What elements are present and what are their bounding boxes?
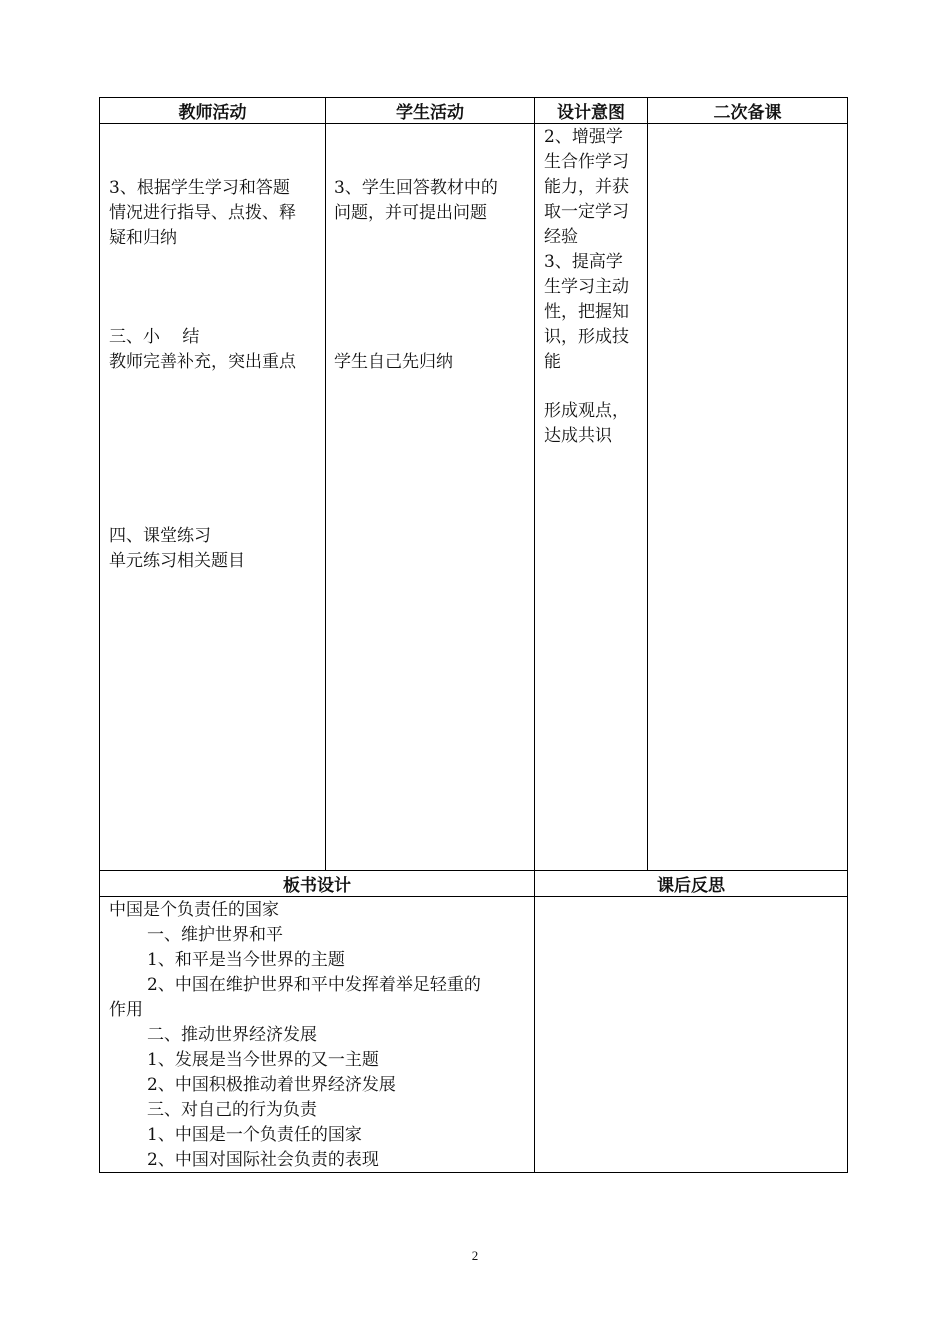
board-line: 2、中国对国际社会负责的表现 <box>147 1150 379 1170</box>
board-title-line: 中国是个负责任的国家 <box>109 900 279 920</box>
board-line: 一、维护世界和平 <box>147 925 283 945</box>
intent-line: 2、增强学 <box>544 127 623 147</box>
teacher-line: 单元练习相关题目 <box>109 551 245 571</box>
header-teacher-activity: 教师活动 <box>100 98 326 124</box>
student-line: 3、学生回答教材中的 <box>334 178 498 198</box>
intent-line: 性，把握知 <box>544 302 629 322</box>
teacher-section-heading: 四、课堂练习 <box>109 526 211 546</box>
board-design-header: 板书设计 <box>100 871 535 897</box>
teacher-line: 情况进行指导、点拨、释 <box>109 203 296 223</box>
teacher-activity-cell <box>100 124 326 871</box>
header-student-activity: 学生活动 <box>326 98 535 124</box>
board-line: 三、对自己的行为负责 <box>147 1100 317 1120</box>
intent-line: 形成观点， <box>544 401 629 421</box>
header-design-intent: 设计意图 <box>535 98 648 124</box>
lesson-plan-table <box>99 97 848 1173</box>
board-design-cell <box>100 897 535 1173</box>
intent-line: 识，形成技 <box>544 327 629 347</box>
activity-row <box>100 124 848 871</box>
student-line: 问题，并可提出问题 <box>334 203 487 223</box>
header-second-preparation: 二次备课 <box>648 98 848 124</box>
second-preparation-cell <box>648 124 848 871</box>
board-line: 2、中国在维护世界和平中发挥着举足轻重的 <box>147 975 481 995</box>
intent-line: 3、提高学 <box>544 252 623 272</box>
intent-line: 能 <box>544 352 561 372</box>
board-line: 1、发展是当今世界的又一主题 <box>147 1050 379 1070</box>
bottom-content-row <box>100 897 848 1173</box>
teacher-line: 疑和归纳 <box>109 228 177 248</box>
intent-line: 经验 <box>544 227 578 247</box>
intent-line: 能力，并获 <box>544 177 629 197</box>
intent-line: 取一定学习 <box>544 202 629 222</box>
board-line: 2、中国积极推动着世界经济发展 <box>147 1075 396 1095</box>
student-activity-cell <box>326 124 535 871</box>
bottom-header-row <box>100 871 848 897</box>
intent-line: 生合作学习 <box>544 152 629 172</box>
teacher-line: 教师完善补充，突出重点 <box>109 352 296 372</box>
header-row <box>100 98 848 124</box>
student-line: 学生自己先归纳 <box>334 352 453 372</box>
teacher-section-heading: 三、小 结 <box>109 327 200 347</box>
design-intent-cell <box>535 124 648 871</box>
intent-line: 生学习主动 <box>544 277 629 297</box>
reflection-header: 课后反思 <box>535 871 848 897</box>
board-line: 1、中国是一个负责任的国家 <box>147 1125 362 1145</box>
board-line: 二、推动世界经济发展 <box>147 1025 317 1045</box>
intent-line: 达成共识 <box>544 426 612 446</box>
reflection-cell <box>535 897 848 1173</box>
teacher-line: 3、根据学生学习和答题 <box>109 178 290 198</box>
board-line: 1、和平是当今世界的主题 <box>147 950 345 970</box>
page-number: 2 <box>471 1248 479 1263</box>
board-line: 作用 <box>109 1000 143 1020</box>
